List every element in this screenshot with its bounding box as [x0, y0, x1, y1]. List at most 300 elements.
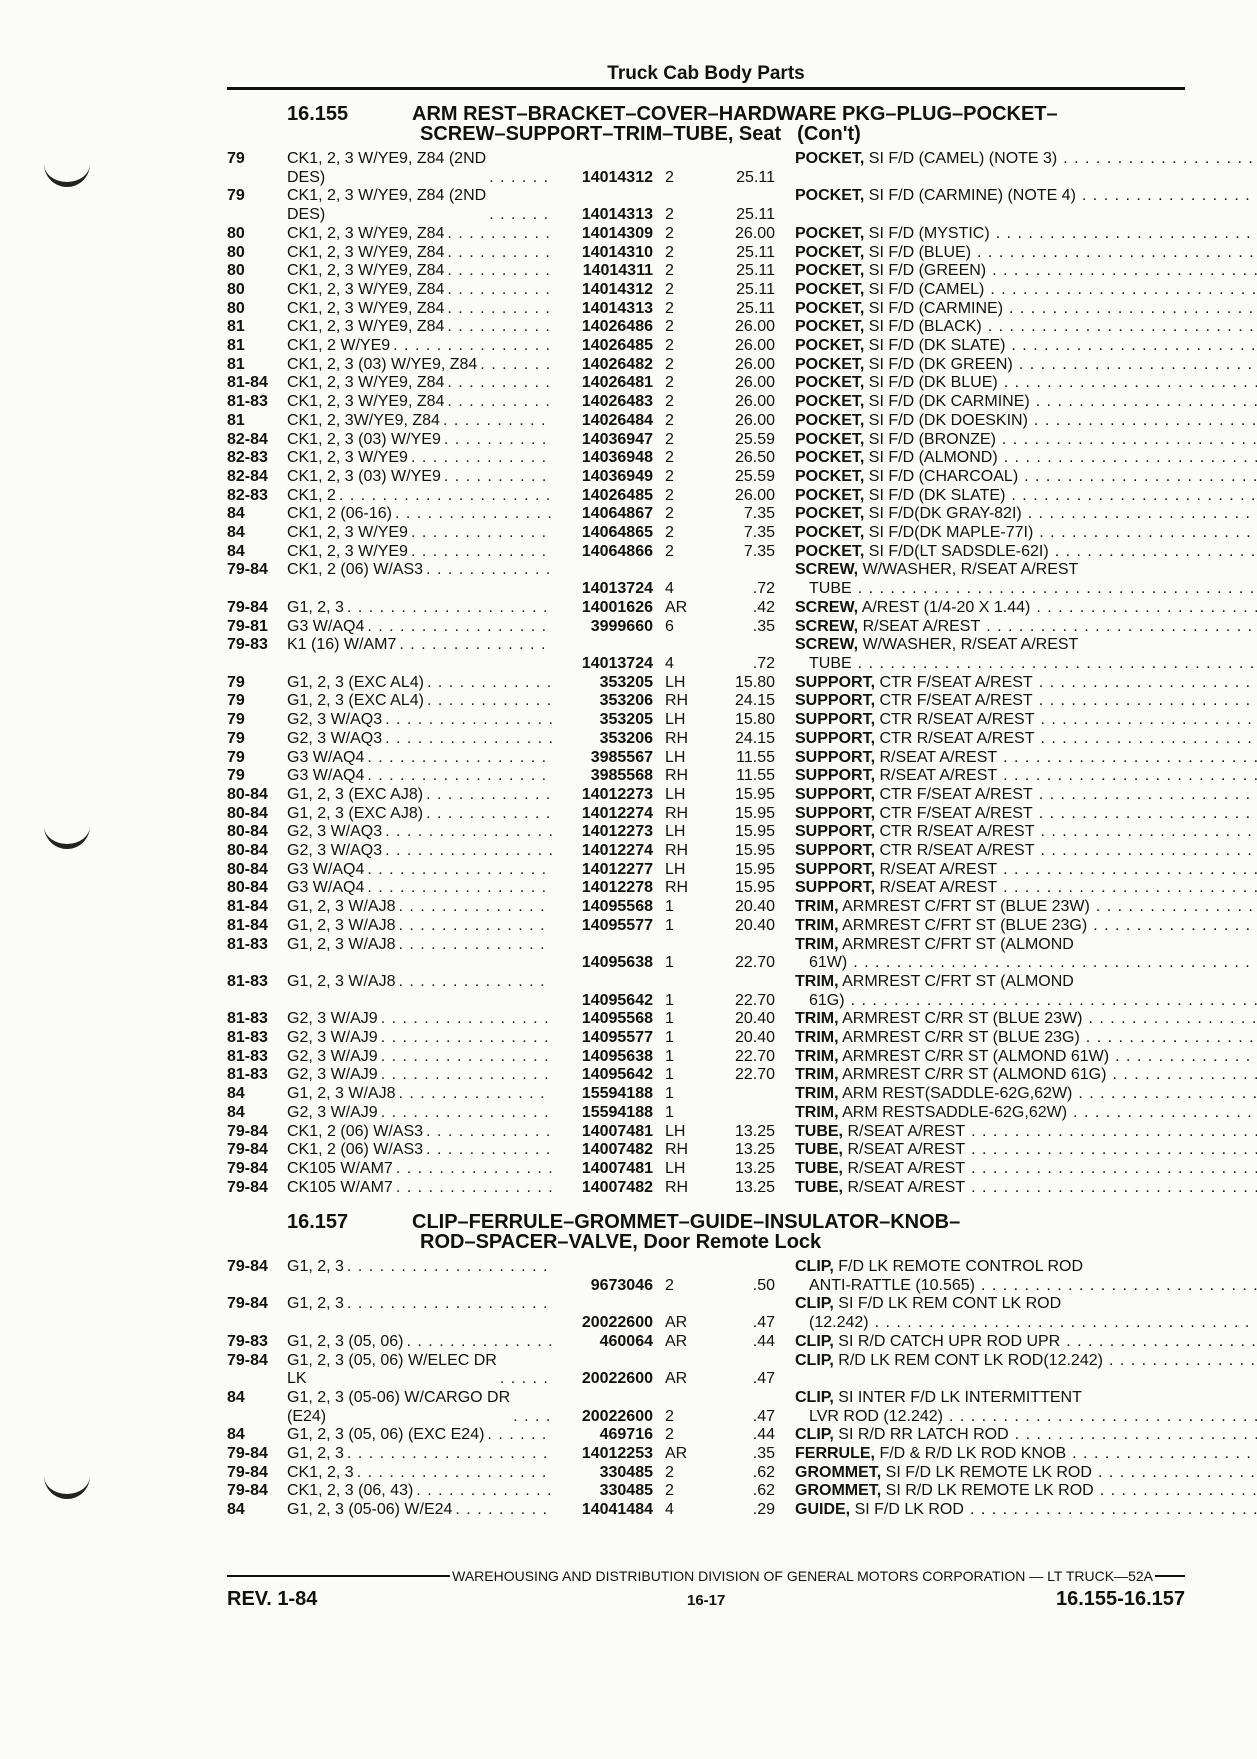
price-cell: 15.95 — [734, 860, 775, 878]
table-row — [227, 487, 1187, 506]
price-cell: 20.40 — [734, 1010, 775, 1028]
part-number-cell: 14014313 — [581, 299, 653, 317]
description-cell — [775, 505, 1257, 524]
description-line — [795, 318, 1257, 337]
price-cell: 25.11 — [736, 262, 775, 280]
part-number-cell: 15594188 — [581, 1103, 653, 1121]
year-cell: 80 — [227, 299, 245, 317]
table-row — [227, 973, 1187, 1010]
model-cell — [287, 618, 555, 637]
description-cell — [775, 1426, 1257, 1445]
model-text: G1, 2, 3 W/AJ8 — [287, 972, 396, 990]
description-line — [795, 786, 1257, 805]
year-cell: 79 — [227, 150, 245, 167]
year-cell: 84 — [227, 1501, 245, 1519]
part-name: TRIM, — [795, 1085, 839, 1103]
model-text: CK1, 2 (06) W/AS3 — [287, 561, 424, 579]
price-cell: 26.00 — [734, 393, 775, 411]
description-cell — [775, 449, 1257, 468]
part-name: SUPPORT, — [795, 729, 876, 747]
description-cell — [775, 1066, 1257, 1085]
quantity-cell: 1 — [665, 1103, 674, 1121]
leader-dots — [398, 1085, 552, 1104]
part-name: POCKET, — [795, 393, 865, 411]
year-cell: 79 — [227, 729, 245, 747]
part-number-cell: 14095638 — [581, 1047, 653, 1065]
model-cell — [287, 505, 555, 524]
model-text: CK1, 2 W/YE9 — [287, 337, 391, 355]
description-cell — [775, 1104, 1257, 1123]
model-cell — [287, 150, 555, 187]
leader-dots — [1066, 1333, 1257, 1352]
description-line — [795, 767, 1257, 786]
part-description: R/SEAT A/REST — [847, 1141, 966, 1159]
leader-dots — [1011, 337, 1257, 356]
year-cell: 80-84 — [227, 860, 268, 878]
part-name: SUPPORT, — [795, 692, 876, 710]
table-row — [227, 1066, 1187, 1085]
table-row — [227, 543, 1187, 562]
description-line — [795, 244, 1257, 263]
year-cell: 79 — [227, 187, 245, 205]
part-description: ARMREST C/FRT ST (ALMOND — [842, 935, 1074, 953]
model-text: G1, 2, 3 (05-06) W/E24 — [287, 1501, 453, 1519]
quantity-cell: LH — [665, 711, 686, 729]
model-cell — [287, 356, 555, 375]
description-text — [795, 1048, 1109, 1067]
part-description: SI F/D(DK GRAY-82I) — [868, 505, 1022, 523]
quantity-cell: AR — [665, 598, 688, 616]
year-cell: 79-83 — [227, 636, 268, 654]
model-text: CK1, 2, 3 W/YE9, Z84 — [287, 262, 445, 280]
description-text — [795, 468, 1018, 487]
description-cell — [775, 786, 1257, 805]
part-number-cell: 14014313 — [581, 206, 653, 224]
part-name: POCKET, — [795, 280, 865, 298]
leader-dots — [1019, 356, 1257, 375]
description-cell — [775, 1141, 1257, 1160]
binder-hole-top — [44, 158, 90, 187]
part-name: TUBE, — [795, 1122, 843, 1140]
part-number-cell: 469716 — [599, 1426, 653, 1444]
description-text — [795, 1352, 1103, 1371]
part-description: SI F/D (MYSTIC) — [868, 224, 990, 242]
description-line — [795, 1426, 1257, 1445]
leader-dots — [411, 524, 552, 543]
price-cell: 22.70 — [734, 954, 775, 972]
leader-dots — [385, 823, 552, 842]
description-text — [795, 1160, 965, 1179]
year-cell: 79-84 — [227, 561, 268, 579]
quantity-cell: AR — [665, 1314, 688, 1332]
price-cell: 26.00 — [734, 318, 775, 336]
price-cell: 15.95 — [734, 879, 775, 897]
model-cell — [287, 244, 555, 263]
quantity-cell: 4 — [665, 1501, 674, 1519]
model-cell — [287, 1295, 555, 1314]
quantity-cell: 2 — [665, 280, 674, 298]
model-cell — [287, 599, 555, 618]
quantity-cell: RH — [665, 1178, 689, 1196]
description-text — [795, 805, 1033, 824]
description-line — [795, 1464, 1257, 1483]
price-cell: 11.55 — [736, 748, 775, 766]
leader-dots — [367, 618, 552, 637]
leader-dots — [385, 711, 552, 730]
part-number-cell: 3985568 — [590, 767, 653, 785]
quantity-cell: 2 — [665, 243, 674, 261]
description-text — [795, 1258, 1083, 1277]
model-cell — [287, 393, 555, 412]
leader-dots — [970, 1501, 1257, 1520]
part-name: TRIM, — [795, 1103, 839, 1121]
leader-dots — [1039, 524, 1257, 543]
year-cell: 80-84 — [227, 785, 268, 803]
leader-dots — [971, 1141, 1257, 1160]
leader-dots — [1096, 898, 1257, 917]
description-cell — [775, 842, 1257, 861]
part-description: SI F/D (CHARCOAL) — [868, 467, 1019, 485]
leader-dots — [381, 1048, 552, 1067]
description-line — [795, 356, 1257, 375]
part-description: SI R/D CATCH UPR ROD UPR — [838, 1332, 1061, 1350]
table-row — [227, 1085, 1187, 1104]
table-row — [227, 318, 1187, 337]
description-continuation — [795, 580, 1257, 599]
part-name: TUBE, — [795, 1159, 843, 1177]
quantity-cell: 1 — [665, 916, 674, 934]
part-name: SUPPORT, — [795, 748, 876, 766]
part-name: TRIM, — [795, 1010, 839, 1028]
parts-table-16-155 — [227, 150, 1187, 1197]
leader-dots — [949, 1408, 1257, 1427]
part-number-cell: 353206 — [599, 692, 653, 710]
description-cell — [775, 374, 1257, 393]
part-number-cell: 9673046 — [590, 1276, 653, 1294]
binder-hole-middle — [44, 820, 90, 849]
description-text — [795, 1333, 1060, 1352]
leader-dots — [1003, 879, 1257, 898]
leader-dots — [1004, 449, 1257, 468]
leader-dots — [411, 449, 552, 468]
part-name: POCKET, — [795, 524, 865, 542]
part-description: F/D LK REMOTE CONTROL ROD — [838, 1258, 1084, 1275]
part-description: SI F/D (BRONZE) — [868, 430, 996, 448]
leader-dots — [443, 412, 552, 431]
quantity-cell: RH — [665, 879, 689, 897]
model-text: CK1, 2, 3 W/YE9, Z84 — [287, 224, 445, 242]
model-text: G1, 2, 3 W/AJ8 — [287, 935, 396, 953]
part-name: CLIP, — [795, 1351, 834, 1369]
description-text — [795, 431, 996, 450]
part-description-cont: (12.242) — [809, 1314, 869, 1332]
year-cell: 79-84 — [227, 1463, 268, 1481]
description-line — [795, 1085, 1257, 1104]
year-cell: 81 — [227, 355, 245, 373]
description-continuation — [795, 1408, 1257, 1427]
quantity-cell: 1 — [665, 1029, 674, 1047]
section-heading — [412, 1212, 1192, 1252]
quantity-cell: LH — [665, 860, 686, 878]
description-cell — [775, 1464, 1257, 1483]
quantity-cell: 1 — [665, 898, 674, 916]
year-cell: 81-84 — [227, 374, 268, 392]
part-number-cell: 330485 — [599, 1463, 653, 1481]
description-line — [795, 636, 1257, 655]
model-cell — [287, 543, 555, 562]
price-cell: 25.59 — [734, 467, 775, 485]
section-heading-line2: SCREW–SUPPORT–TRIM–TUBE, Seat — [420, 123, 782, 145]
description-line — [795, 262, 1257, 281]
part-description: SI F/D(LT SADSDLE-62I) — [868, 542, 1049, 560]
leader-dots — [1109, 1352, 1257, 1371]
quantity-cell: 2 — [665, 467, 674, 485]
leader-dots — [1039, 692, 1257, 711]
part-number-cell: 14012274 — [581, 804, 653, 822]
description-line — [795, 599, 1257, 618]
description-cell — [775, 300, 1257, 319]
leader-dots — [1003, 861, 1257, 880]
description-line — [795, 505, 1257, 524]
description-line — [795, 861, 1257, 880]
description-cell — [775, 1029, 1257, 1048]
leader-dots — [1002, 431, 1257, 450]
description-text — [795, 879, 997, 898]
description-line — [795, 468, 1257, 487]
part-number-cell: 14095642 — [581, 991, 653, 1009]
model-cell — [287, 917, 555, 936]
part-number-cell: 353206 — [599, 729, 653, 747]
description-cell — [775, 524, 1257, 543]
description-cell — [775, 1295, 1257, 1332]
description-continuation — [795, 954, 1257, 973]
model-cell — [287, 898, 555, 917]
model-text: CK1, 2, 3 W/YE9, Z84 (2ND DES) — [287, 150, 487, 186]
part-description: R/SEAT A/REST — [847, 1178, 966, 1196]
model-text: CK1, 2, 3 (06, 43) — [287, 1482, 414, 1500]
part-description: CTR R/SEAT A/REST — [879, 729, 1035, 747]
year-cell: 79 — [227, 767, 245, 785]
leader-dots — [447, 300, 552, 319]
model-text: G1, 2, 3 W/AJ8 — [287, 916, 396, 934]
quantity-cell: LH — [665, 1122, 686, 1140]
model-cell — [287, 1123, 555, 1142]
model-text: G1, 2, 3 — [287, 1258, 344, 1275]
part-name: SUPPORT, — [795, 879, 876, 897]
year-cell: 79-84 — [227, 1445, 268, 1463]
model-cell — [287, 318, 555, 337]
part-name: SUPPORT, — [795, 785, 876, 803]
leader-dots — [381, 1066, 552, 1085]
price-cell: 15.95 — [734, 823, 775, 841]
description-line — [795, 543, 1257, 562]
model-cell — [287, 767, 555, 786]
model-text: CK1, 2, 3 W/YE9 — [287, 542, 408, 560]
part-name: POCKET, — [795, 505, 865, 523]
part-description: SI F/D (DK DOESKIN) — [868, 411, 1028, 429]
description-text — [795, 917, 1087, 936]
description-cell — [775, 225, 1257, 244]
quantity-cell: 2 — [665, 1426, 674, 1444]
model-text: CK1, 2 (06) W/AS3 — [287, 1122, 424, 1140]
description-text — [795, 973, 1074, 992]
description-text — [795, 1482, 1094, 1501]
quantity-cell: 2 — [665, 318, 674, 336]
section-heading-line1: CLIP–FERRULE–GROMMET–GUIDE–INSULATOR–KNOB– — [412, 1211, 961, 1233]
leader-dots — [395, 505, 552, 524]
price-cell: 15.95 — [734, 785, 775, 803]
description-text — [795, 1295, 1061, 1314]
leader-dots — [1015, 1426, 1257, 1445]
quantity-cell: 2 — [665, 262, 674, 280]
year-cell: 80 — [227, 262, 245, 280]
part-number-cell: 3999660 — [590, 617, 653, 635]
part-name: TRIM, — [795, 916, 839, 934]
description-line — [795, 393, 1257, 412]
section-heading-line2: ROD–SPACER–VALVE, Door Remote Lock — [420, 1231, 822, 1253]
year-cell: 80 — [227, 243, 245, 261]
description-cell — [775, 805, 1257, 824]
description-cell — [775, 487, 1257, 506]
part-name: POCKET, — [795, 430, 865, 448]
table-row — [227, 374, 1187, 393]
leader-dots — [1100, 1482, 1257, 1501]
leader-dots — [990, 281, 1257, 300]
model-text: G2, 3 W/AJ9 — [287, 1047, 378, 1065]
year-cell: 79-84 — [227, 1178, 268, 1196]
part-description: W/WASHER, R/SEAT A/REST — [862, 636, 1079, 654]
model-cell — [287, 1104, 555, 1123]
table-row — [227, 449, 1187, 468]
leader-dots — [1093, 917, 1257, 936]
part-name: POCKET, — [795, 224, 865, 242]
part-description: SI F/D (DK CARMINE) — [868, 393, 1030, 411]
model-cell — [287, 449, 555, 468]
model-text: CK1, 2, 3 W/YE9 — [287, 449, 408, 467]
description-text — [795, 1010, 1082, 1029]
description-line — [795, 281, 1257, 300]
price-cell: 20.40 — [734, 916, 775, 934]
description-cell — [775, 1160, 1257, 1179]
description-cell — [775, 711, 1257, 730]
table-row — [227, 393, 1187, 412]
description-line — [795, 1352, 1257, 1371]
leader-dots — [851, 992, 1257, 1011]
price-cell: 22.70 — [734, 991, 775, 1009]
leader-dots — [426, 805, 552, 824]
leader-dots — [367, 879, 552, 898]
part-number-cell: 330485 — [599, 1482, 653, 1500]
description-text — [795, 356, 1013, 375]
part-number-cell: 15594188 — [581, 1085, 653, 1103]
description-cell — [775, 1010, 1257, 1029]
year-cell: 80-84 — [227, 823, 268, 841]
part-name: CLIP, — [795, 1295, 834, 1313]
model-cell — [287, 842, 555, 861]
price-cell: .47 — [752, 1314, 775, 1332]
quantity-cell: RH — [665, 1141, 689, 1159]
leader-dots — [875, 1314, 1257, 1333]
model-text: G1, 2, 3 (05-06) W/CARGO DR (E24) — [287, 1388, 511, 1425]
quantity-cell: LH — [665, 785, 686, 803]
part-description: SI F/D (BLUE) — [868, 243, 972, 261]
part-name: POCKET, — [795, 355, 865, 373]
description-cell — [775, 1445, 1257, 1464]
table-row — [227, 730, 1187, 749]
table-row — [227, 1389, 1187, 1426]
table-row — [227, 1352, 1187, 1389]
part-description: R/SEAT A/REST — [862, 617, 981, 635]
leader-dots — [986, 618, 1257, 637]
part-number-cell: 14026484 — [581, 411, 653, 429]
price-cell: 13.25 — [734, 1122, 775, 1140]
description-line — [795, 1333, 1257, 1352]
model-text: CK105 W/AM7 — [287, 1159, 393, 1177]
quantity-cell: 2 — [665, 374, 674, 392]
model-cell — [287, 973, 555, 992]
description-line — [795, 561, 1257, 580]
year-cell: 79-84 — [227, 598, 268, 616]
model-cell — [287, 1389, 555, 1426]
description-line — [795, 1104, 1257, 1123]
part-number-cell: 14007481 — [581, 1159, 653, 1177]
part-description: R/D LK REM CONT LK ROD(12.242) — [838, 1351, 1103, 1369]
model-text: G3 W/AQ4 — [287, 879, 365, 897]
leader-dots — [1036, 393, 1257, 412]
year-cell: 82-83 — [227, 449, 268, 467]
year-cell: 82-83 — [227, 486, 268, 504]
description-text — [795, 244, 971, 263]
part-number-cell: 14026485 — [581, 486, 653, 504]
model-text: G2, 3 W/AJ9 — [287, 1029, 378, 1047]
description-text — [795, 524, 1033, 543]
model-text: CK1, 2, 3 (03) W/YE9 — [287, 430, 441, 448]
leader-dots — [1009, 300, 1257, 319]
model-text: G1, 2, 3 (05, 06) W/ELEC DR LK — [287, 1351, 497, 1388]
table-row — [227, 431, 1187, 450]
price-cell: 26.00 — [734, 411, 775, 429]
revision-label: REV. 1-84 — [227, 1588, 318, 1610]
model-cell — [287, 749, 555, 768]
leader-dots — [398, 898, 552, 917]
leader-dots — [977, 244, 1257, 263]
model-text: CK1, 2, 3 — [287, 1463, 354, 1481]
part-number-cell: 14014311 — [582, 262, 653, 280]
part-description-cont: LVR ROD (12.242) — [809, 1407, 943, 1425]
description-continuation — [795, 655, 1257, 674]
part-number-cell: 14012253 — [581, 1445, 653, 1463]
model-text: G1, 2, 3 — [287, 598, 344, 616]
page-header — [227, 62, 1185, 90]
part-number-cell: 460064 — [599, 1332, 653, 1350]
description-text — [795, 1085, 1072, 1104]
description-line — [795, 1160, 1257, 1179]
table-row — [227, 262, 1187, 281]
model-text: G2, 3 W/AQ3 — [287, 711, 383, 729]
part-description: ARM RESTSADDLE-62G,62W) — [842, 1103, 1068, 1121]
description-cell — [775, 917, 1257, 936]
description-cell — [775, 674, 1257, 693]
description-cell — [775, 823, 1257, 842]
description-line — [795, 1066, 1257, 1085]
price-cell: 24.15 — [734, 692, 775, 710]
leader-dots — [1055, 543, 1257, 562]
description-line — [795, 1029, 1257, 1048]
year-cell: 81-83 — [227, 1066, 268, 1084]
part-name: SUPPORT, — [795, 842, 876, 860]
year-cell: 79-84 — [227, 1159, 268, 1177]
table-row — [227, 692, 1187, 711]
